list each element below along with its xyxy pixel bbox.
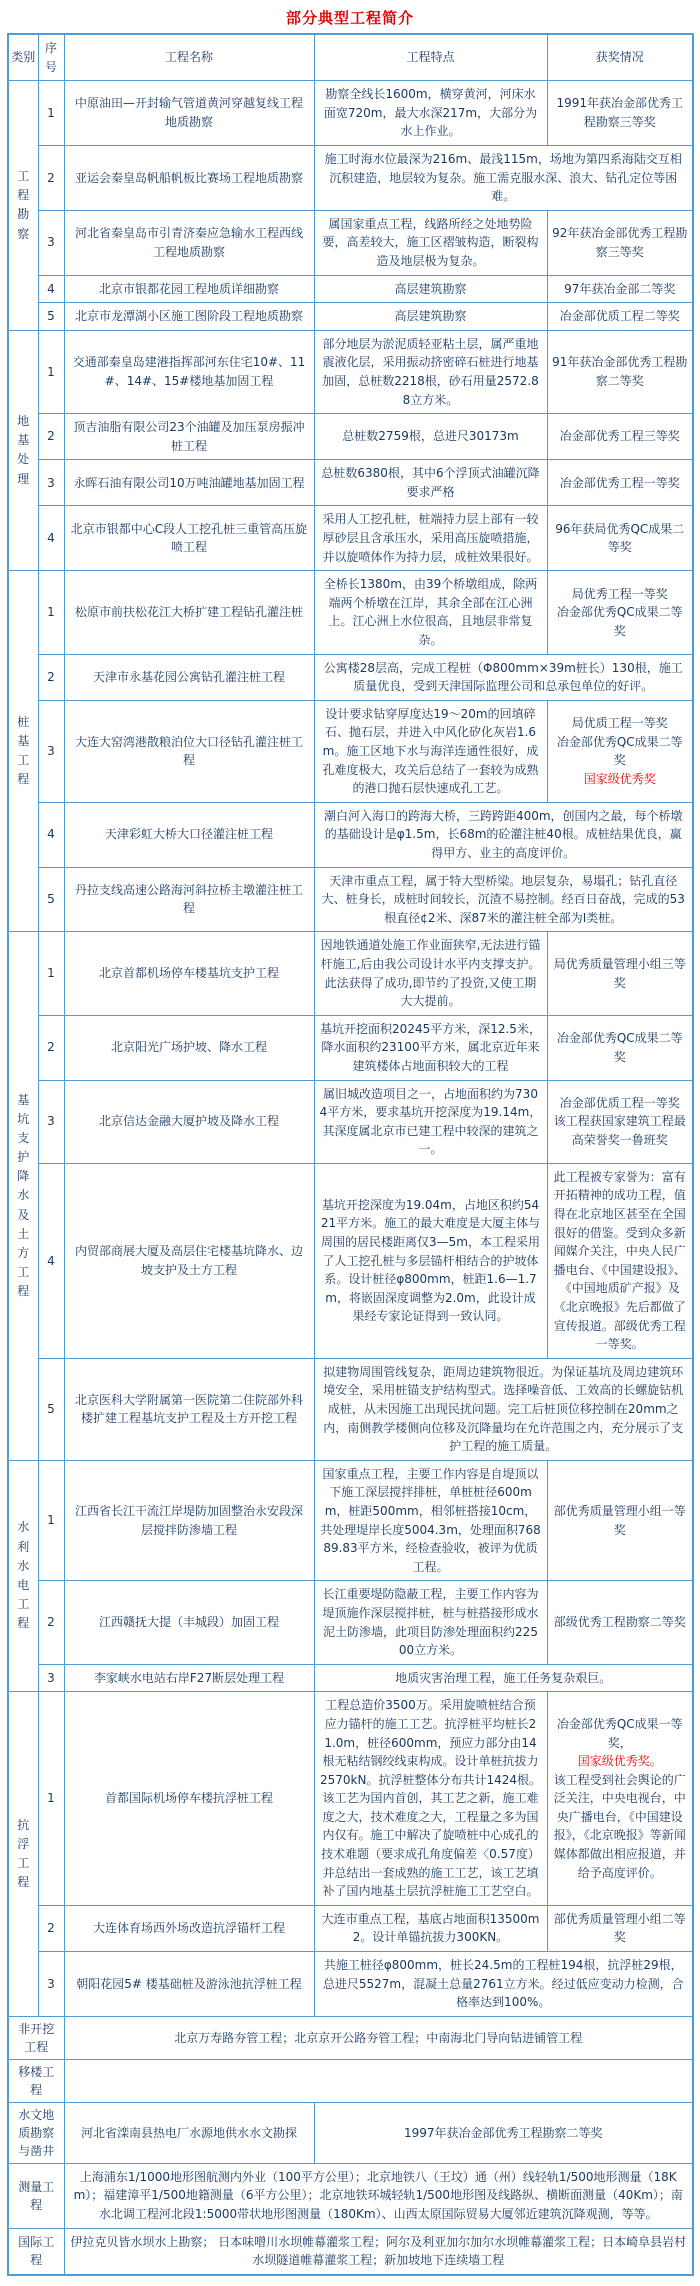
- award-line: 冶金部优秀工程三等奖: [559, 429, 680, 444]
- project-row: [8, 571, 693, 654]
- award-cell: [547, 210, 693, 275]
- project-feature: 设计要求钻穿厚度达19～20m的回填碎石、抛石层，并进入中风化矽化灰岩1.6m。施工区地下水与海洋连通性很好，成孔难度极大，攻关后总结了一套较为成熟的港口抛石层快速成孔工艺。: [314, 700, 547, 802]
- project-feature: 高层建筑勘察: [314, 303, 547, 331]
- award-line: 此工程被专家誉为：富有开拓精神的成功工程，值得在北京地区甚至在全国很好的借鉴。受到众多新闻媒介关注，中央人民广播电台、《中国建设报》、《中国地质矿产报》及《北京晚报》先后都做了宣传报道。部级优秀工程一等奖。: [553, 1169, 686, 1352]
- project-row: [8, 330, 693, 413]
- project-row: [8, 867, 693, 932]
- award-cell: [547, 1692, 693, 1906]
- project-row: [8, 506, 693, 571]
- project-name: 首都国际机场停车楼抗浮桩工程: [64, 1692, 314, 1906]
- project-row: [8, 1692, 693, 1906]
- project-name: 朝阳花园5# 楼基础桩及游泳池抗浮桩工程: [64, 1952, 314, 2017]
- project-feature: 勘察全线长1600m，横穿黄河，河床水面宽720m，最大水深217m，大部分为水上作业。: [314, 81, 547, 146]
- project-name: 大连体育场西外场改造抗浮锚杆工程: [64, 1905, 314, 1951]
- row-number: 4: [38, 275, 64, 303]
- project-feature: 基坑开挖面积20245平方米，深12.5米，降水面积约23100平方米，属北京近年来建筑楼体占地面积较大的工程: [314, 1015, 547, 1080]
- row-number: 1: [38, 1460, 64, 1581]
- project-name: 江西赣抚大提（丰城段）加固工程: [64, 1581, 314, 1664]
- category-cell: 国际工程: [8, 2228, 64, 2275]
- project-feature: 公寓楼28层高，完成工程桩（Φ800mm×39m桩长）130根，施工质量优良，受到天津国际监理公司和总承包单位的好评。: [314, 654, 693, 700]
- project-feature: 属国家重点工程，线路所经之处地势险要，高差较大，施工区褶皱构造，断裂构造及地层极为复杂。: [314, 210, 547, 275]
- award-cell: [547, 1581, 693, 1664]
- project-feature: 工程总造价3500万。采用旋喷桩结合预应力锚杆的施工工艺。抗浮桩平均桩长21.0m，桩径600mm，预应力部分由14根无粘结钢绞线束构成。设计单桩抗拔力2570kN。抗浮桩整体分布共计1424根。该工艺为国内首创，其工艺之新，施工难度之大，技术难度之大，工程量之多为国内仅有。施工中解决了旋喷桩中心成孔的技术难题（要求成孔角度偏差〈0.57度）并总结出一套成熟的施工工艺，该工艺填补了国内地基土层抗浮桩施工工艺空白。: [314, 1692, 547, 1906]
- project-feature: 高层建筑勘察: [314, 275, 547, 303]
- project-row: [8, 81, 693, 146]
- row-number: 1: [38, 1692, 64, 1906]
- project-feature: 潮白河入海口的跨海大桥，三跨跨距400m，创国内之最，每个桥墩的基础设计是φ1.5m，长68m的砼灌注桩40根。成桩结果优良，赢得甲方、业主的高度评价。: [314, 802, 693, 867]
- category-cell: 地基处理: [8, 330, 38, 571]
- project-feature: 全桥长1380m，由39个桥墩组成，除两端两个桥墩在江岸，其余全部在江心洲上。江心洲上水位很高，且地层非常复杂。: [314, 571, 547, 654]
- award-line: 1991年获冶金部优秀工程勘察三等奖: [556, 96, 684, 130]
- award-cell: [547, 275, 693, 303]
- project-feature: 总桩数6380根，其中6个浮顶式油罐沉降要求严格: [314, 460, 547, 506]
- award-line: 冶金部优秀QC成果二等奖: [556, 1031, 683, 1064]
- project-name: 北京市龙潭湖小区施工图阶段工程地质勘察: [64, 303, 314, 331]
- project-row: [8, 932, 693, 1015]
- category-cell: 水利水电工程: [8, 1460, 38, 1692]
- category-cell: 测量工程: [8, 2163, 64, 2228]
- project-name: 松原市前扶松花江大桥扩建工程钻孔灌注桩: [64, 571, 314, 654]
- project-row: [8, 1952, 693, 2017]
- project-name: 天津市永基花园公寓钻孔灌注桩工程: [64, 654, 314, 700]
- award-line: 该工程获国家建筑工程最高荣誉奖一鲁班奖: [553, 1114, 686, 1147]
- award-line: 部优秀质量管理小组二等奖: [553, 1911, 686, 1945]
- project-name: 北京首都机场停车楼基坑支护工程: [64, 932, 314, 1015]
- column-header-project-name: 工程名称: [64, 34, 314, 81]
- award-line: 局优秀工程一等奖: [571, 586, 668, 601]
- award-line: 局优秀质量管理小组三等奖: [553, 956, 686, 990]
- row-number: 1: [38, 571, 64, 654]
- footer-row: [8, 2102, 693, 2163]
- award-line: 冶金部优秀QC成果二等奖: [556, 734, 683, 768]
- project-name: 河北省秦皇岛市引青济秦应急输水工程西线工程地质勘察: [64, 210, 314, 275]
- award-line: 96年获局优秀QC成果二等奖: [555, 521, 685, 555]
- page-title: 部分典型工程简介: [285, 9, 414, 27]
- table-body: [8, 81, 693, 2275]
- row-number: 5: [38, 303, 64, 331]
- category-cell: 桩基工程: [8, 571, 38, 932]
- category-cell: 移楼工程: [8, 2059, 64, 2102]
- project-feature: 地质灾害治理工程，施工任务复杂艰巨。: [314, 1664, 693, 1692]
- project-feature: 采用人工挖孔桩，桩端持力层上部有一较厚砂层且含承压水，采用高压旋喷措施，并以旋喷体作为持力层，成桩效果很好。: [314, 506, 547, 571]
- project-row: [8, 303, 693, 331]
- project-row: [8, 210, 693, 275]
- project-name: 顶吉油脂有限公司23个油罐及加压泵房振冲桩工程: [64, 414, 314, 460]
- award-cell: [547, 571, 693, 654]
- project-name: 北京市银都中心C段人工挖孔桩三重管高压旋喷工程: [64, 506, 314, 571]
- project-name: 永晖石油有限公司10万吨油罐地基加固工程: [64, 460, 314, 506]
- project-feature: 属旧城改造项目之一，占地面积约为7304平方米，要求基坑开挖深度为19.14m，其深度属北京市已建工程中较深的建筑之一。: [314, 1080, 547, 1163]
- project-name: 交通部秦皇岛建港指挥部河东住宅10#、11#、14#、15#楼地基加固工程: [64, 330, 314, 413]
- project-name: 天津彩虹大桥大口径灌注桩工程: [64, 802, 314, 867]
- row-number: 3: [38, 700, 64, 802]
- footer-row: [8, 2228, 693, 2275]
- project-name: 北京阳光广场护坡、降水工程: [64, 1015, 314, 1080]
- row-number: 1: [38, 932, 64, 1015]
- project-feature: 国家重点工程，主要工作内容是自堤顶以下施工深层搅拌排桩，单桩桩径600mm，桩距500mm，相邻桩搭接10cm，共处理堤岸长度5004.3m，处理面积76889.83平方米，经检查验收，被评为优质工程。: [314, 1460, 547, 1581]
- category-cell: 水文地质勘察与凿井: [8, 2102, 64, 2163]
- project-feature: 天津市重点工程，属于特大型桥梁。地层复杂，易塌孔；钻孔直径大、桩身长，成桩时间较长，沉渣不易控制。经百日奋战，完成的53根直径¢2米、深87米的灌注桩全部为Ⅰ类桩。: [314, 867, 693, 932]
- project-feature: 部分地层为淤泥质轻亚粘土层，属严重地震液化层，采用振动挤密碎石桩进行地基加固，总桩数2218根，砂石用量2572.88立方米。: [314, 330, 547, 413]
- project-feature: 拟建物周围管线复杂，距周边建筑物很近。为保证基坑及周边建筑环境安全，采用桩锚支护结构型式。选择噪音低、工效高的长螺旋钻机成桩，从未因施工出现民扰问题。完工后桩顶位移控制在20mm之内，南侧教学楼侧向位移及沉降量均在允许范围之内，充分展示了支护工程的施工质量。: [314, 1358, 693, 1460]
- project-name: 李家峡水电站右岸F27断层处理工程: [64, 1664, 314, 1692]
- award-cell: [547, 460, 693, 506]
- award-line: 91年获冶金部优秀工程勘察二等奖: [552, 355, 688, 388]
- row-number: 3: [38, 460, 64, 506]
- row-number: 4: [38, 1163, 64, 1358]
- award-line: 冶金部优秀QC成果二等奖: [556, 605, 683, 638]
- project-name: 北京医科大学附属第一医院第二住院部外科楼扩建工程基坑支护工程及土方开挖工程: [64, 1358, 314, 1460]
- footer-content: [64, 2059, 693, 2102]
- footer-content: 上海浦东1/1000地形图航测内外业（100平方公里）；北京地铁八（王坟）通（州）线轻轨1/500地形测量（18Km）；福建漳平1/500地籍测量（6平方公里）；北京地铁环城轻轨1/500地形图及线路纵、横断面测量（40Km）；南水北调工程河北段1:5000带状地形图测量（180Km）、山西太原国际贸易大厦邻近建筑沉降观测，等等。: [64, 2163, 693, 2228]
- row-number: 2: [38, 145, 64, 210]
- award-line: 局优质工程一等奖: [571, 716, 668, 731]
- project-name: 大连大窑湾港散粮泊位大口径钻孔灌注桩工程: [64, 700, 314, 802]
- project-name: 江西省长江干流江岸堤防加固整治永安段深层搅拌防渗墙工程: [64, 1460, 314, 1581]
- award-line: 该工程受到社会舆论的广泛关注，中央电视台，中央广播电台，《中国建设报》，《北京晚报》等新闻媒体都做出相应报道，并给予高度评价。: [553, 1772, 686, 1880]
- project-feature: 长江重要堤防隐蔽工程，主要工作内容为堤顶施作深层搅拌桩，桩与桩搭接形成水泥土防渗墙，此项目防渗处理面积约22500立方米。: [314, 1581, 547, 1664]
- row-number: 3: [38, 1952, 64, 2017]
- award-line: 92年获冶金部优秀工程勘察三等奖: [552, 226, 688, 259]
- project-row: [8, 275, 693, 303]
- project-name: 中原油田—开封输气管道黄河穿越复线工程地质勘察: [64, 81, 314, 146]
- award-cell: [547, 1015, 693, 1080]
- row-number: 1: [38, 81, 64, 146]
- footer-content: 伊拉克贝皆水坝水上勘察； 日本味噌川水坝帷幕灌浆工程；阿尔及利亚加尔加尔水坝帷幕灌浆工程；日本崎阜县岩村水坝隧道帷幕灌浆工程；新加坡地下连续墙工程: [64, 2228, 693, 2275]
- award-cell: [547, 81, 693, 146]
- award-cell: [547, 1905, 693, 1951]
- project-row: [8, 460, 693, 506]
- project-feature: 共施工桩径φ800mm，桩长24.5m的工程桩194根，抗浮桩29根，总进尺5527m，混凝土总量2761立方米。经过低应变动力检测，合格率达到100%。: [314, 1952, 693, 2017]
- award-line-highlight: 国家级优秀奖。: [577, 1754, 662, 1769]
- award-line: 冶金部优质工程一等奖: [559, 1095, 680, 1110]
- category-cell: 基坑支护降水及土方工程: [8, 932, 38, 1460]
- award-cell: 1997年获冶金部优秀工程勘察二等奖: [314, 2102, 693, 2163]
- award-cell: [547, 700, 693, 802]
- row-number: 2: [38, 654, 64, 700]
- award-cell: [547, 1163, 693, 1358]
- row-number: 5: [38, 867, 64, 932]
- row-number: 2: [38, 1015, 64, 1080]
- project-feature: 总桩数2759根，总进尺30173m: [314, 414, 547, 460]
- award-line: 冶金部优秀QC成果一等奖，: [556, 1716, 683, 1750]
- project-name: 北京市银都花园工程地质详细勘察: [64, 275, 314, 303]
- row-number: 2: [38, 1581, 64, 1664]
- row-number: 1: [38, 330, 64, 413]
- award-cell: [547, 506, 693, 571]
- row-number: 3: [38, 210, 64, 275]
- project-row: [8, 1905, 693, 1951]
- project-feature: 大连市重点工程，基底占地面积13500m2。设计单锚抗拔力300KN。: [314, 1905, 547, 1951]
- project-row: [8, 414, 693, 460]
- project-feature: 因地铁通道处施工作业面狭窄,无法进行锚杆施工,后由我公司设计水平内支撑支护。此法获得了成功,即节约了投资,又使工期大大提前。: [314, 932, 547, 1015]
- award-line: 部级优秀工程勘察二等奖: [553, 1615, 686, 1630]
- project-row: [8, 1664, 693, 1692]
- header-row: [8, 34, 693, 81]
- project-feature: 施工时海水位最深为216m、最浅115m，场地为第四系海陆交互相沉积建造，地层较为复杂。施工需克服水深、浪大、钻孔定位等困难。: [314, 145, 693, 210]
- project-row: [8, 145, 693, 210]
- column-header-category: 类别: [8, 34, 38, 81]
- row-number: 3: [38, 1664, 64, 1692]
- category-cell: 非开挖工程: [8, 2016, 64, 2059]
- footer-content: 北京万寿路夯管工程；北京京开公路夯管工程；中南海北门导向钻进铺管工程: [64, 2016, 693, 2059]
- row-number: 2: [38, 414, 64, 460]
- project-row: [8, 1358, 693, 1460]
- row-number: 4: [38, 802, 64, 867]
- award-line: 97年获冶金部二等奖: [564, 281, 676, 296]
- award-cell: [547, 1080, 693, 1163]
- column-header-awards: 获奖情况: [547, 34, 693, 81]
- project-row: [8, 1080, 693, 1163]
- award-cell: [547, 1460, 693, 1581]
- category-cell: 抗浮工程: [8, 1692, 38, 2017]
- row-number: 4: [38, 506, 64, 571]
- projects-table: [7, 33, 694, 2276]
- category-cell: 工程勘察: [8, 81, 38, 331]
- row-number: 3: [38, 1080, 64, 1163]
- project-row: [8, 654, 693, 700]
- project-name: 亚运会秦皇岛帆船帆板比赛场工程地质勘察: [64, 145, 314, 210]
- award-cell: [547, 932, 693, 1015]
- project-row: [8, 1163, 693, 1358]
- award-line: 冶金部优秀工程一等奖: [559, 475, 680, 490]
- award-cell: [547, 414, 693, 460]
- footer-row: [8, 2059, 693, 2102]
- row-number: 5: [38, 1358, 64, 1460]
- award-line: 冶金部优质工程二等奖: [559, 309, 680, 324]
- project-name: 河北省滦南县热电厂水源地供水水文勘探: [64, 2102, 314, 2163]
- project-row: [8, 1015, 693, 1080]
- award-line: 部优秀质量管理小组一等奖: [553, 1503, 686, 1537]
- footer-row: [8, 2016, 693, 2059]
- project-row: [8, 1581, 693, 1664]
- project-row: [8, 802, 693, 867]
- award-cell: [547, 303, 693, 331]
- project-feature: 基坑开挖深度为19.04m，占地区积约5421平方米。施工的最大难度是大厦主体与周围的居民楼距离仅3—5m，本工程采用了人工挖孔桩与多层锚杆相结合的护坡体系。设计桩径φ800mm，桩距1.6—1.7m，将嵌固深度调整为2.0m，此设计成果经专家论证得到一致认同。: [314, 1163, 547, 1358]
- award-line-highlight: 国家级优秀奖: [583, 771, 656, 786]
- project-name: 丹拉支线高速公路海河斜拉桥主墩灌注桩工程: [64, 867, 314, 932]
- project-name: 北京信达金融大厦护坡及降水工程: [64, 1080, 314, 1163]
- project-row: [8, 700, 693, 802]
- column-header-features: 工程特点: [314, 34, 547, 81]
- award-cell: [547, 330, 693, 413]
- column-header-number: 序号: [38, 34, 64, 81]
- footer-row: [8, 2163, 693, 2228]
- row-number: 2: [38, 1905, 64, 1951]
- project-name: 内贸部商展大厦及高层住宅楼基坑降水、边坡支护及土方工程: [64, 1163, 314, 1358]
- project-row: [8, 1460, 693, 1581]
